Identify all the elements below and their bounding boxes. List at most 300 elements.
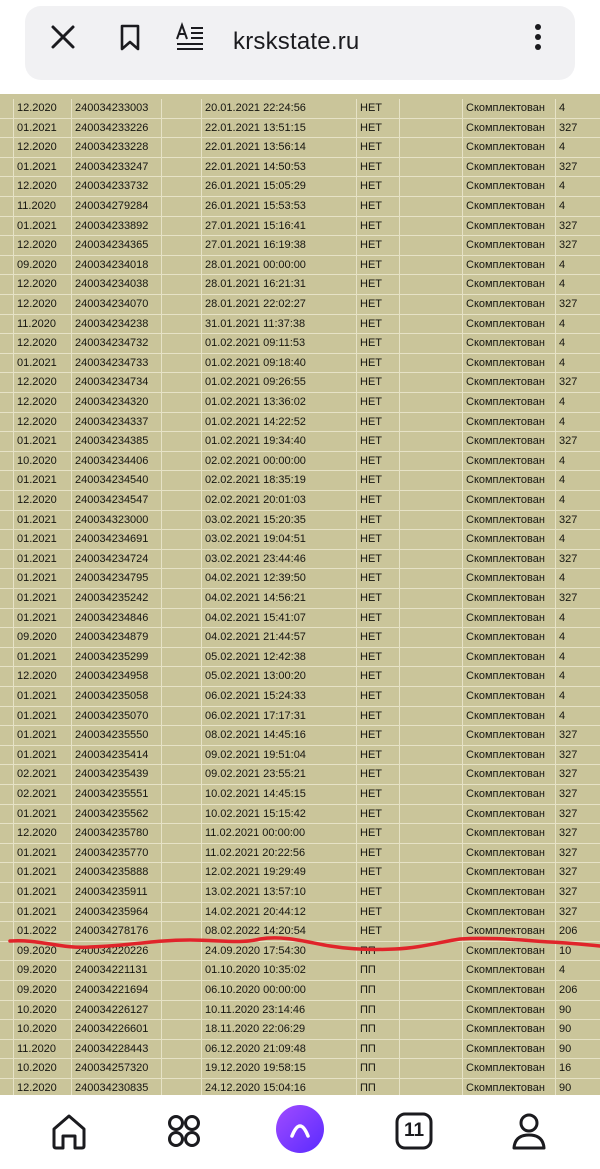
cell-empty (162, 99, 202, 118)
cell-flag: НЕТ (357, 726, 400, 745)
cell-empty (0, 746, 14, 765)
tabs-button[interactable] (392, 1109, 436, 1153)
cell-empty (0, 1079, 14, 1095)
cell-empty (400, 491, 463, 510)
cell-flag: НЕТ (357, 138, 400, 157)
cell-flag: НЕТ (357, 746, 400, 765)
cell-empty (0, 648, 14, 667)
cell-empty (0, 334, 14, 353)
cell-empty (0, 413, 14, 432)
cell-empty (162, 217, 202, 236)
cell-datetime: 01.02.2021 09:26:55 (202, 373, 357, 392)
cell-flag: ПП (357, 1020, 400, 1039)
cell-empty (0, 942, 14, 961)
cell-period: 10.2020 (14, 1020, 72, 1039)
cell-empty (162, 805, 202, 824)
cell-id: 240034221131 (72, 961, 162, 980)
table-row (0, 530, 600, 550)
cell-datetime: 06.02.2021 17:17:31 (202, 707, 357, 726)
cell-datetime: 04.02.2021 12:39:50 (202, 569, 357, 588)
cell-status: Скомплектован (463, 922, 556, 941)
cell-empty (0, 844, 14, 863)
cell-id: 240034221694 (72, 981, 162, 1000)
cell-code: 4 (559, 258, 566, 271)
cell-status: Скомплектован (463, 217, 556, 236)
cell-empty (0, 785, 14, 804)
cell-id: 240034233732 (72, 177, 162, 196)
table-row (0, 628, 600, 648)
cell-empty (162, 471, 202, 490)
table-row (0, 765, 600, 785)
cell-flag: НЕТ (357, 373, 400, 392)
cell-flag: НЕТ (357, 569, 400, 588)
cell-empty (0, 550, 14, 569)
cell-empty (162, 1079, 202, 1095)
cell-code: 4 (559, 690, 566, 702)
cell-period: 01.2021 (14, 119, 72, 138)
cell-flag: НЕТ (357, 511, 400, 530)
cell-empty (400, 530, 463, 549)
cell-empty (400, 805, 463, 824)
cell-id: 240034234732 (72, 334, 162, 353)
cell-datetime: 27.01.2021 15:16:41 (202, 217, 357, 236)
table-row (0, 942, 600, 962)
table-row (0, 609, 600, 629)
cell-empty (162, 511, 202, 530)
cell-id: 240034234958 (72, 667, 162, 686)
cell-period: 12.2020 (14, 373, 72, 392)
cell-empty (0, 177, 14, 196)
cell-flag: НЕТ (357, 197, 400, 216)
cell-code: 4 (559, 494, 566, 506)
cell-empty (400, 119, 463, 138)
cell-empty (400, 746, 463, 765)
cell-flag: ПП (357, 1040, 400, 1059)
cell-period: 10.2020 (14, 1001, 72, 1020)
table-row (0, 1020, 600, 1040)
cell-period: 01.2021 (14, 471, 72, 490)
cell-id: 240034235299 (72, 648, 162, 667)
cell-status: Скомплектован (463, 1040, 556, 1059)
cell-code: 327 (559, 160, 578, 173)
cell-empty (400, 765, 463, 784)
cell-empty (0, 1059, 14, 1078)
cell-flag: НЕТ (357, 903, 400, 922)
cell-period: 01.2021 (14, 707, 72, 726)
cell-flag: ПП (357, 1001, 400, 1020)
cell-code: 4 (559, 102, 566, 114)
cell-code: 4 (559, 572, 566, 585)
cell-empty (162, 1040, 202, 1059)
cell-empty (162, 824, 202, 843)
cell-empty (0, 824, 14, 843)
cell-datetime: 06.02.2021 15:24:33 (202, 687, 357, 706)
cell-id: 240034278176 (72, 922, 162, 941)
cell-datetime: 04.02.2021 15:41:07 (202, 609, 357, 628)
cell-datetime: 24.12.2020 15:04:16 (202, 1079, 357, 1095)
cell-empty (0, 295, 14, 314)
cell-empty (0, 961, 14, 980)
cell-period: 01.2021 (14, 158, 72, 177)
bottom-navigation (0, 1095, 600, 1169)
cell-period: 12.2020 (14, 236, 72, 255)
cell-datetime: 11.02.2021 00:00:00 (202, 824, 357, 843)
cell-empty (400, 1079, 463, 1095)
table-row (0, 432, 600, 452)
cell-period: 12.2020 (14, 393, 72, 412)
cell-status: Скомплектован (463, 844, 556, 863)
cell-empty (162, 432, 202, 451)
cell-id: 240034233228 (72, 138, 162, 157)
cell-flag: НЕТ (357, 119, 400, 138)
cell-status: Скомплектован (463, 354, 556, 373)
profile-icon[interactable] (507, 1109, 551, 1153)
cell-datetime: 22.01.2021 14:50:53 (202, 158, 357, 177)
table-row (0, 863, 600, 883)
table-row (0, 256, 600, 276)
cell-empty (162, 863, 202, 882)
cell-empty (400, 334, 463, 353)
cell-empty (0, 432, 14, 451)
table-row (0, 785, 600, 805)
cell-flag: НЕТ (357, 550, 400, 569)
cell-datetime: 28.01.2021 22:02:27 (202, 295, 357, 314)
cell-empty (400, 863, 463, 882)
cell-empty (162, 393, 202, 412)
cell-empty (0, 471, 14, 490)
cell-id: 240034234846 (72, 609, 162, 628)
cell-code: 4 (559, 533, 566, 546)
table-row (0, 275, 600, 295)
cell-empty (0, 119, 14, 138)
cell-flag: НЕТ (357, 158, 400, 177)
cell-flag: ПП (357, 981, 400, 1000)
cell-id: 240034235888 (72, 863, 162, 882)
table-row (0, 746, 600, 766)
cell-datetime: 27.01.2021 16:19:38 (202, 236, 357, 255)
table-row (0, 1001, 600, 1021)
cell-flag: НЕТ (357, 530, 400, 549)
cell-status: Скомплектован (463, 805, 556, 824)
cell-empty (400, 726, 463, 745)
cell-empty (0, 922, 14, 941)
cell-period: 01.2021 (14, 354, 72, 373)
home-icon[interactable] (47, 1109, 91, 1153)
cell-flag: НЕТ (357, 824, 400, 843)
cell-code: 4 (559, 141, 566, 154)
cell-status: Скомплектован (463, 883, 556, 902)
cell-empty (162, 177, 202, 196)
cell-empty (162, 844, 202, 863)
cell-id: 240034235414 (72, 746, 162, 765)
cell-empty (400, 1001, 463, 1020)
table-row (0, 805, 600, 825)
cell-empty (0, 373, 14, 392)
cell-empty (162, 903, 202, 922)
cell-flag: НЕТ (357, 922, 400, 941)
cell-empty (400, 511, 463, 530)
cell-id: 240034234320 (72, 393, 162, 412)
cell-datetime: 13.02.2021 13:57:10 (202, 883, 357, 902)
cell-code: 327 (559, 768, 578, 781)
cell-code: 327 (559, 788, 578, 800)
cell-empty (0, 863, 14, 882)
cell-empty (162, 609, 202, 628)
cell-flag: НЕТ (357, 315, 400, 334)
cell-period: 09.2020 (14, 981, 72, 1000)
cell-datetime: 18.11.2020 22:06:29 (202, 1020, 357, 1039)
cell-id: 240034234691 (72, 530, 162, 549)
cell-empty (400, 393, 463, 412)
cell-empty (162, 295, 202, 314)
table-row (0, 119, 600, 139)
cell-period: 01.2021 (14, 609, 72, 628)
cell-code: 4 (559, 474, 566, 487)
cell-id: 240034234238 (72, 315, 162, 334)
cell-empty (400, 981, 463, 1000)
cell-status: Скомплектован (463, 511, 556, 530)
cell-status: Скомплектован (463, 961, 556, 980)
cell-id: 240034323000 (72, 511, 162, 530)
cell-flag: НЕТ (357, 393, 400, 412)
cell-code: 327 (559, 807, 578, 820)
cell-flag: НЕТ (357, 667, 400, 686)
cell-empty (400, 687, 463, 706)
cell-code: 327 (559, 592, 578, 604)
cell-status: Скомплектован (463, 981, 556, 1000)
cell-flag: НЕТ (357, 334, 400, 353)
cell-status: Скомплектован (463, 373, 556, 392)
cell-datetime: 09.02.2021 19:51:04 (202, 746, 357, 765)
cell-empty (162, 922, 202, 941)
cell-code: 10 (559, 944, 572, 957)
cell-status: Скомплектован (463, 1059, 556, 1078)
cell-code: 327 (559, 239, 578, 252)
cell-empty (400, 609, 463, 628)
cell-code: 4 (559, 356, 566, 369)
cell-status: Скомплектован (463, 628, 556, 647)
cell-status: Скомплектован (463, 667, 556, 686)
cell-datetime: 24.09.2020 17:54:30 (202, 942, 357, 961)
cell-empty (162, 354, 202, 373)
cell-empty (0, 765, 14, 784)
cell-datetime: 20.01.2021 22:24:56 (202, 99, 357, 118)
cell-datetime: 26.01.2021 15:05:29 (202, 177, 357, 196)
browser-toolbar (0, 0, 600, 94)
cell-flag: НЕТ (357, 648, 400, 667)
cell-empty (400, 236, 463, 255)
cell-datetime: 22.01.2021 13:56:14 (202, 138, 357, 157)
cell-empty (400, 922, 463, 941)
cell-datetime: 22.01.2021 13:51:15 (202, 119, 357, 138)
cell-flag: НЕТ (357, 609, 400, 628)
cell-datetime: 31.01.2021 11:37:38 (202, 315, 357, 334)
cell-id: 240034234406 (72, 452, 162, 471)
cell-empty (400, 824, 463, 843)
cell-period: 01.2021 (14, 589, 72, 608)
cell-empty (162, 589, 202, 608)
cell-period: 01.2021 (14, 903, 72, 922)
cell-code: 327 (559, 866, 578, 879)
table-row (0, 569, 600, 589)
table-row (0, 393, 600, 413)
cell-empty (162, 491, 202, 510)
cell-period: 01.2022 (14, 922, 72, 941)
table-row (0, 1040, 600, 1060)
cell-empty (400, 197, 463, 216)
cell-datetime: 10.11.2020 23:14:46 (202, 1001, 357, 1020)
cell-period: 01.2021 (14, 217, 72, 236)
cell-empty (0, 667, 14, 686)
cell-empty (0, 197, 14, 216)
table-row (0, 354, 600, 374)
cell-code: 4 (559, 180, 566, 193)
cell-id: 240034234070 (72, 295, 162, 314)
table-row (0, 158, 600, 178)
table-row (0, 667, 600, 687)
table-row (0, 138, 600, 158)
apps-grid-icon[interactable] (162, 1109, 206, 1153)
cell-code: 4 (559, 337, 566, 350)
cell-code: 327 (559, 298, 578, 310)
alice-assistant-icon[interactable] (275, 1104, 325, 1154)
cell-empty (0, 236, 14, 255)
cell-flag: НЕТ (357, 687, 400, 706)
cell-period: 01.2021 (14, 746, 72, 765)
table-row (0, 883, 600, 903)
cell-status: Скомплектован (463, 236, 556, 255)
cell-id: 240034234733 (72, 354, 162, 373)
cell-period: 12.2020 (14, 1079, 72, 1095)
cell-empty (400, 1059, 463, 1078)
cell-code: 90 (559, 1042, 572, 1055)
reader-mode-icon[interactable] (175, 22, 205, 52)
cell-datetime: 04.02.2021 21:44:57 (202, 628, 357, 647)
cell-id: 240034226601 (72, 1020, 162, 1039)
table-row (0, 373, 600, 393)
cell-code: 327 (559, 886, 578, 898)
cell-empty (162, 942, 202, 961)
cell-empty (0, 726, 14, 745)
table-row (0, 413, 600, 433)
cell-code: 327 (559, 729, 578, 742)
cell-flag: ПП (357, 1059, 400, 1078)
cell-id: 240034234385 (72, 432, 162, 451)
cell-id: 240034279284 (72, 197, 162, 216)
cell-empty (400, 354, 463, 373)
cell-id: 240034235058 (72, 687, 162, 706)
cell-period: 01.2021 (14, 844, 72, 863)
cell-empty (162, 373, 202, 392)
cell-flag: НЕТ (357, 236, 400, 255)
cell-datetime: 06.10.2020 00:00:00 (202, 981, 357, 1000)
cell-empty (0, 628, 14, 647)
cell-period: 09.2020 (14, 256, 72, 275)
url-text[interactable]: krskstate.ru (233, 28, 360, 55)
cell-id: 240034235911 (72, 883, 162, 902)
cell-flag: НЕТ (357, 707, 400, 726)
cell-code: 4 (559, 454, 566, 467)
cell-code: 206 (559, 984, 578, 996)
table-row (0, 315, 600, 335)
table-row (0, 197, 600, 217)
cell-empty (400, 648, 463, 667)
cell-empty (0, 707, 14, 726)
cell-id: 240034233003 (72, 99, 162, 118)
cell-id: 240034233247 (72, 158, 162, 177)
cell-empty (400, 99, 463, 118)
cell-datetime: 02.02.2021 00:00:00 (202, 452, 357, 471)
cell-empty (0, 99, 14, 118)
table-row (0, 707, 600, 727)
cell-period: 01.2021 (14, 648, 72, 667)
cell-flag: НЕТ (357, 217, 400, 236)
table-row (0, 236, 600, 256)
cell-status: Скомплектован (463, 334, 556, 353)
cell-empty (400, 315, 463, 334)
cell-period: 10.2020 (14, 1059, 72, 1078)
cell-flag: НЕТ (357, 413, 400, 432)
cell-id: 240034234879 (72, 628, 162, 647)
cell-code: 327 (559, 748, 578, 761)
bookmark-icon[interactable] (115, 22, 145, 52)
cell-period: 11.2020 (14, 315, 72, 334)
cell-empty (162, 138, 202, 157)
cell-empty (400, 275, 463, 294)
cell-status: Скомплектован (463, 119, 556, 138)
cell-id: 240034234724 (72, 550, 162, 569)
cell-flag: НЕТ (357, 354, 400, 373)
cell-empty (400, 903, 463, 922)
cell-code: 90 (559, 1082, 572, 1094)
cell-code: 4 (559, 317, 566, 330)
table-row (0, 334, 600, 354)
cell-period: 12.2020 (14, 334, 72, 353)
cell-period: 01.2021 (14, 432, 72, 451)
cell-period: 01.2021 (14, 863, 72, 882)
cell-flag: ПП (357, 961, 400, 980)
cell-empty (400, 844, 463, 863)
more-vert-icon[interactable] (523, 22, 553, 52)
table-row (0, 824, 600, 844)
cell-empty (0, 511, 14, 530)
cell-empty (0, 883, 14, 902)
cell-flag: НЕТ (357, 177, 400, 196)
cell-flag: НЕТ (357, 863, 400, 882)
cell-datetime: 02.02.2021 18:35:19 (202, 471, 357, 490)
cell-status: Скомплектован (463, 648, 556, 667)
cell-empty (162, 1020, 202, 1039)
cell-datetime: 11.02.2021 20:22:56 (202, 844, 357, 863)
cell-period: 02.2021 (14, 765, 72, 784)
cell-id: 240034234734 (72, 373, 162, 392)
cell-datetime: 28.01.2021 00:00:00 (202, 256, 357, 275)
cell-status: Скомплектован (463, 609, 556, 628)
cell-code: 4 (559, 964, 566, 977)
cell-flag: НЕТ (357, 432, 400, 451)
cell-id: 240034235562 (72, 805, 162, 824)
cell-period: 02.2021 (14, 785, 72, 804)
cell-id: 240034226127 (72, 1001, 162, 1020)
cell-empty (162, 726, 202, 745)
cell-empty (162, 628, 202, 647)
cell-period: 11.2020 (14, 197, 72, 216)
cell-flag: НЕТ (357, 805, 400, 824)
close-icon[interactable] (48, 22, 78, 52)
cell-period: 12.2020 (14, 138, 72, 157)
cell-code: 327 (559, 827, 578, 840)
cell-period: 01.2021 (14, 569, 72, 588)
